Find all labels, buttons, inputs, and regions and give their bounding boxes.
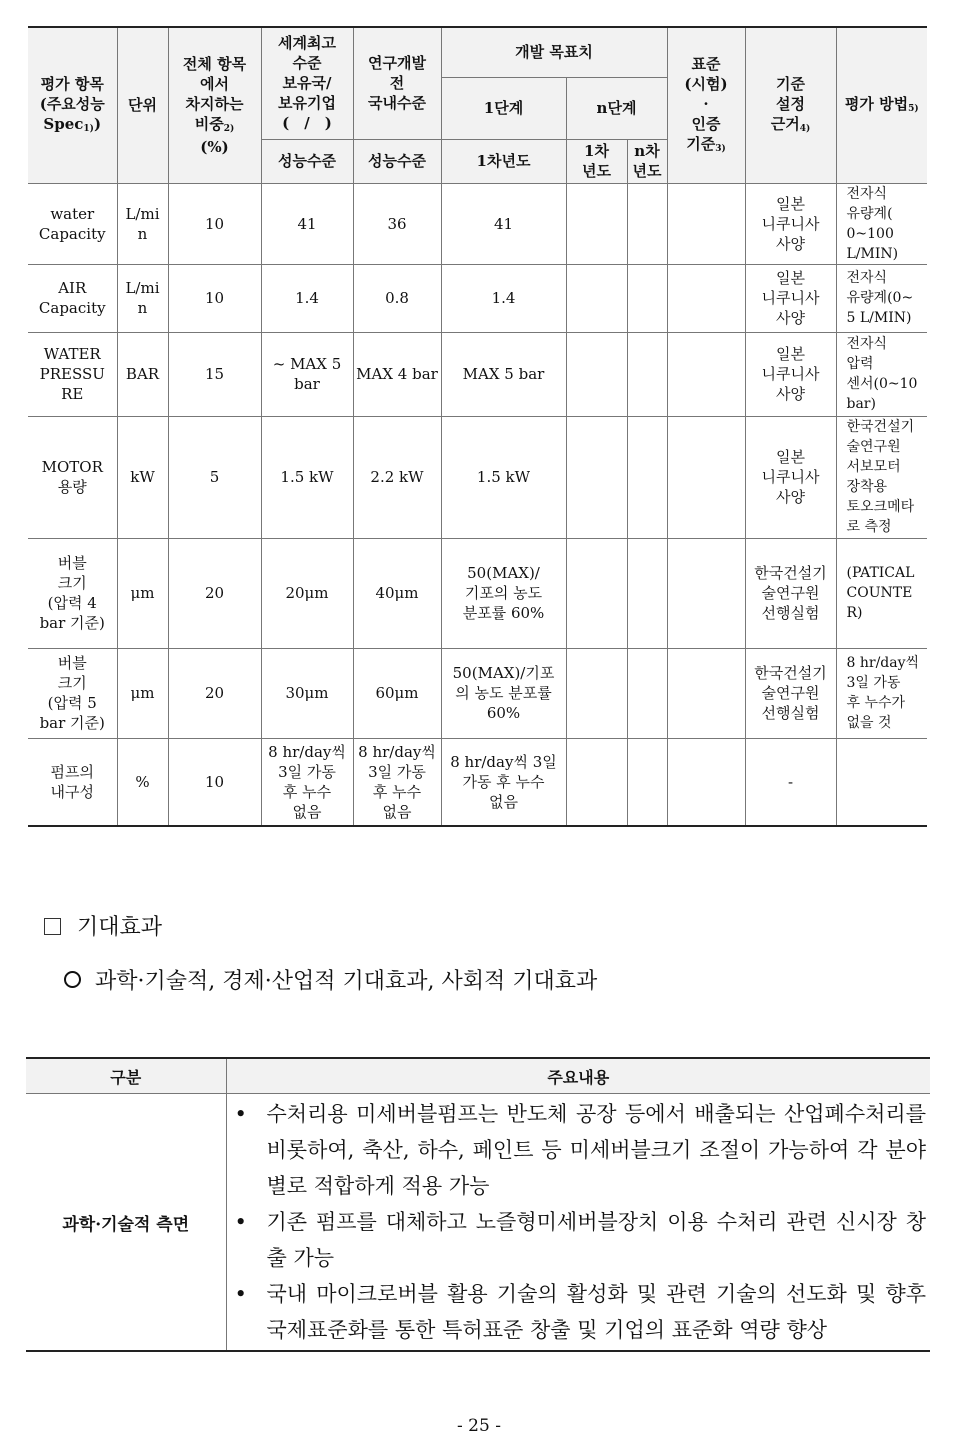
row-unit: L/mi n (117, 183, 168, 264)
header-target: 개발 목표치 (441, 27, 667, 77)
row-target1: 50(MAX)/기포 의 농도 분포률 60% (441, 648, 566, 738)
row-year-n (627, 183, 667, 264)
row-domestic: 2.2 kW (353, 416, 441, 538)
header-standard: 표준 (시험) · 인증 기준$_{3)}$ (667, 27, 745, 183)
row-method: 전자식 유량계( 0~100 L/MIN) (836, 183, 927, 264)
header-perf-level-2: 성능수준 (353, 139, 441, 183)
header-domestic: 연구개발 전 국내수준 (353, 27, 441, 139)
table-row (28, 264, 927, 332)
row-target1: 1.5 kW (441, 416, 566, 538)
row-standard (667, 738, 745, 826)
row-year-n (627, 648, 667, 738)
row-weight: 5 (168, 416, 261, 538)
row-weight: 20 (168, 648, 261, 738)
row-basis: 일본 니쿠니사 사양 (745, 416, 836, 538)
row-target1: 8 hr/day씩 3일 가동 후 누수 없음 (441, 738, 566, 826)
effect-table (26, 1057, 930, 1352)
header-year-1-n: 1차 년도 (566, 139, 627, 183)
category-cell: 과학·기술적 측면 (26, 1094, 226, 1352)
row-domestic: 60μm (353, 648, 441, 738)
row-weight: 15 (168, 332, 261, 416)
row-standard (667, 538, 745, 648)
section-subtitle: 과학·기술적, 경제·산업적 기대효과, 사회적 기대효과 (64, 964, 597, 995)
row-basis: 한국건설기 술연구원 선행실험 (745, 538, 836, 648)
row-domestic: 36 (353, 183, 441, 264)
row-basis: - (745, 738, 836, 826)
row-unit: μm (117, 648, 168, 738)
row-year-n (627, 416, 667, 538)
header-perf-level: 성능수준 (261, 139, 353, 183)
row-year1-n (566, 416, 627, 538)
row-unit: BAR (117, 332, 168, 416)
table-row (28, 738, 927, 826)
table-row (28, 416, 927, 538)
row-world: 30μm (261, 648, 353, 738)
row-item: WATER PRESSU RE (28, 332, 117, 416)
row-method (836, 738, 927, 826)
row-domestic: 0.8 (353, 264, 441, 332)
row-year-n (627, 332, 667, 416)
row-world: 1.4 (261, 264, 353, 332)
row-target1: MAX 5 bar (441, 332, 566, 416)
row-unit: kW (117, 416, 168, 538)
row-year1-n (566, 264, 627, 332)
row-domestic: 8 hr/day씩 3일 가동 후 누수 없음 (353, 738, 441, 826)
row-unit: μm (117, 538, 168, 648)
row-year-n (627, 538, 667, 648)
list-item: • 국내 마이크로버블 활용 기술의 활성화 및 관련 기술의 선도화 및 향후 국제표준화를 통한 특허표준 창출 및 기업의 표준화 역량 향상 (233, 1276, 927, 1348)
row-basis: 한국건설기 술연구원 선행실험 (745, 648, 836, 738)
header-basis: 기준 설정 근거$_{4)}$ (745, 27, 836, 183)
row-year-n (627, 738, 667, 826)
row-standard (667, 264, 745, 332)
header-year-1: 1차년도 (441, 139, 566, 183)
row-method: (PATICAL COUNTE R) (836, 538, 927, 648)
row-basis: 일본 니쿠니사 사양 (745, 183, 836, 264)
header-stage-1: 1단계 (441, 77, 566, 139)
row-year1-n (566, 538, 627, 648)
table-row (28, 332, 927, 416)
header-stage-n: n단계 (566, 77, 667, 139)
row-method: 8 hr/day씩 3일 가동 후 누수가 없을 것 (836, 648, 927, 738)
header-weight: 전체 항목 에서 차지하는 비중$_{2)}$ (%) (168, 27, 261, 183)
content-cell (226, 1094, 930, 1352)
row-standard (667, 416, 745, 538)
row-standard (667, 183, 745, 264)
page-number: - 25 - (457, 1416, 501, 1436)
list-item: • 기존 펌프를 대체하고 노즐형미세버블장치 이용 수처리 관련 신시장 창출 가능 (233, 1204, 927, 1276)
row-world: 1.5 kW (261, 416, 353, 538)
row-year1-n (566, 332, 627, 416)
row-basis: 일본 니쿠니사 사양 (745, 264, 836, 332)
row-year-n (627, 264, 667, 332)
bullet-icon: • (234, 1102, 247, 1126)
checkbox-square-icon (44, 918, 61, 935)
row-target1: 50(MAX)/ 기포의 농도 분포률 60% (441, 538, 566, 648)
effect-list (233, 1096, 927, 1348)
row-year1-n (566, 648, 627, 738)
row-item: 버블 크기 (압력 4 bar 기준) (28, 538, 117, 648)
row-domestic: 40μm (353, 538, 441, 648)
row-weight: 20 (168, 538, 261, 648)
row-basis: 일본 니쿠니사 사양 (745, 332, 836, 416)
bullet-icon: • (234, 1210, 247, 1234)
header-content: 주요내용 (226, 1058, 930, 1094)
table-row (28, 648, 927, 738)
row-method: 전자식 압력 센서(0~10 bar) (836, 332, 927, 416)
row-target1: 41 (441, 183, 566, 264)
row-target1: 1.4 (441, 264, 566, 332)
row-year1-n (566, 183, 627, 264)
section-title: 기대효과 (44, 910, 162, 941)
row-weight: 10 (168, 183, 261, 264)
header-world-best: 세계최고 수준 보유국/ 보유기업 ( / ) (261, 27, 353, 139)
row-unit: % (117, 738, 168, 826)
row-item: AIR Capacity (28, 264, 117, 332)
row-unit: L/mi n (117, 264, 168, 332)
row-year1-n (566, 738, 627, 826)
row-item: 펌프의 내구성 (28, 738, 117, 826)
row-item: 버블 크기 (압력 5 bar 기준) (28, 648, 117, 738)
row-weight: 10 (168, 738, 261, 826)
header-unit: 단위 (117, 27, 168, 183)
row-weight: 10 (168, 264, 261, 332)
spec-table (28, 26, 927, 827)
row-method: 한국건설기 술연구원 서보모터 장착용 토오크메타 로 측정 (836, 416, 927, 538)
row-world: 8 hr/day씩 3일 가동 후 누수 없음 (261, 738, 353, 826)
header-category: 구분 (26, 1058, 226, 1094)
header-item: 평가 항목 (주요성능 Spec$_{1)}$) (28, 27, 117, 183)
row-item: water Capacity (28, 183, 117, 264)
row-world: ~ MAX 5 bar (261, 332, 353, 416)
header-method: 평가 방법$_{5)}$ (836, 27, 927, 183)
row-domestic: MAX 4 bar (353, 332, 441, 416)
row-world: 41 (261, 183, 353, 264)
table-row (28, 183, 927, 264)
row-item: MOTOR 용량 (28, 416, 117, 538)
header-year-n: n차 년도 (627, 139, 667, 183)
row-world: 20μm (261, 538, 353, 648)
row-standard (667, 332, 745, 416)
list-item: • 수처리용 미세버블펌프는 반도체 공장 등에서 배출되는 산업폐수처리를 비롯하여, 축산, 하수, 페인트 등 미세버블크기 조절이 가능하여 각 분야별로 적합하게 적용 가능 (233, 1096, 927, 1204)
table-row (28, 538, 927, 648)
bullet-icon: • (234, 1282, 247, 1306)
row-method: 전자식 유량계(0~ 5 L/MIN) (836, 264, 927, 332)
circle-bullet-icon (64, 971, 81, 988)
row-standard (667, 648, 745, 738)
